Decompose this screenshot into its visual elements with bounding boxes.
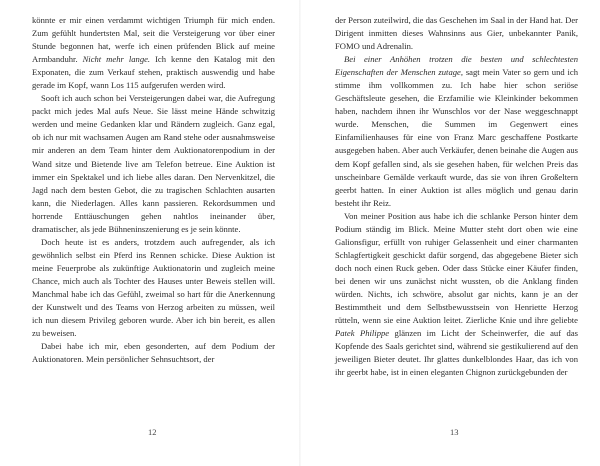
- paragraph: [335, 210, 578, 380]
- italic-text: Bei einer Anhöhen trotzen die besten und schlechtesten Eigenschaften der Menschen zutage: [335, 54, 578, 78]
- text-run: Von meiner Position aus habe ich die schlanke Person hinter dem Podium ständig im Blick. Meine Mutter steht dort oben wie eine Galionsfigur, erfüllt von ruhiger Gelassenheit und einer charmanten Schlagfertigkeit geschickt dafür sorgend, das abgegebene Bieter sich doch noch einen Ruck geben. Oder dass Stücke einer Käufer finden, bei denen wir uns zunächst nicht wussten, ob die Anklang finden würden. Nichts, ich schwöre, absolut gar nichts, kann je an der Bestimmtheit und dem Selbstbewusstsein von Henriette Herzog rütteln, wenn sie eine Auktion leitet. Zierliche Knie und ihre geliebte: [335, 210, 578, 326]
- text-run: , sagt mein Vater so gern und ich stimme ihm vollkommen zu. Ich habe hier schon seriöse Geschäftsleute gesehen, die Erzfamilie wie Kleinkinder bekommen haben, nachdem ihnen ihr Wunschlos vor der Nase weggeschnappt wurde. Menschen, die Summen im Gegenwert eines Einfamilienhauses für eine von Franz Marc geschaffene Postkarte ausgegeben haben. Aber auch Verkäufer, denen beinahe die Augen aus dem Kopf gefallen sind, als sie gesehen haben, für welchen Preis das unscheinbare Gemälde verkauft wurde, das sie von ihren Großeltern geerbt hatten. In einer Auktion ist alles möglich und genau darin besteht ihr Reiz.: [335, 67, 578, 208]
- text-run: glänzen im Licht der Scheinwerfer, die auf das Kopfende des Saals gerichtet sind, während sie gestikulierend auf den jeweiligen Bieter deutet. Ihr glattes dunkelblondes Haar, das ich von ihr geerbt habe, ist in einen eleganten Chignon zurückgebunden der: [335, 328, 578, 378]
- paragraph: [32, 92, 275, 236]
- text-run: Dabei habe ich mir, eben gesonderten, auf dem Podium der Auktionatoren. Mein persönlicher Sehnsuchtsort, der: [32, 341, 275, 365]
- italic-text: Nicht mehr lange.: [82, 54, 151, 65]
- paragraph: [32, 340, 275, 366]
- paragraph: [335, 53, 578, 210]
- left-page-number: 12: [148, 427, 157, 437]
- paragraph: [32, 14, 275, 92]
- right-page: [300, 0, 600, 466]
- text-run: der Person zuteilwird, die das Geschehen im Saal in der Hand hat. Der Dirigent inmitten dieses Wahnsinns aus Gier, unbekannter Panik, FOMO und Adrenalin.: [335, 15, 578, 52]
- text-run: Ich kenne den Katalog mit den Exponaten, die zum Verkauf stehen, praktisch auswendig und habe gerade im Kopf, wann Los 115 aufgerufen werden wird.: [32, 54, 275, 91]
- right-page-number: 13: [450, 427, 459, 437]
- text-run: Doch heute ist es anders, trotzdem auch aufregender, als ich gewöhnlich selbst ein Pferd ins Rennen schicke. Diese Auktion ist meine Feuerprobe als zukünftige Auktionatorin und zugleich meine Chance, mich auch als Tochter des Hauses unter Beweis stellen will. Manchmal habe ich das Gefühl, zweimal so hart für die Anerkennung der Kunstwelt und des Teams von Herzog arbeiten zu müssen, weil ich nun diesem Privileg geboren wurde. Aber ich bin bereit, es allen zu beweisen.: [32, 236, 275, 339]
- right-page-body: [335, 14, 578, 379]
- left-page-body: [32, 14, 275, 366]
- paragraph: [32, 236, 275, 340]
- text-run: könnte er mir einen verdammt wichtigen Triumph für mich enden. Zum gefühlt hundertsten Mal, seit die Versteigerung vor über einer Stunde begonnen hat, werfe ich einen prüfenden Blick auf meine Armbanduhr.: [32, 15, 275, 65]
- paragraph: [335, 14, 578, 53]
- italic-text: Patek Philippe: [335, 328, 390, 339]
- text-run: Sooft ich auch schon bei Versteigerungen dabei war, die Aufregung packt mich jedes Mal aufs Neue. Sie lässt meine Hände schwitzig werden und meine Gedanken klar und Rändern zugleich. Ganz egal, ob ich nur mit wachsamen Augen am Rand stehe oder ausnahmsweise mir anderen an dem Team hinter dem Auktionatorenpodium in der Wand sitze und Bietende live am Telefon betreue. Eine Auktion ist immer ein Spektakel und ich liebe alles daran. Den Nervenkitzel, die Jagd nach dem besten Gebot, die zu tragischen Schlachten ausarten kann, die Niederlagen. Alles kann passieren. Rekordsummen und horrende Enttäuschungen gehen nahtlos ineinander über, dramatischer, als jede Bühneninszenierung es je sein könnte.: [32, 93, 275, 234]
